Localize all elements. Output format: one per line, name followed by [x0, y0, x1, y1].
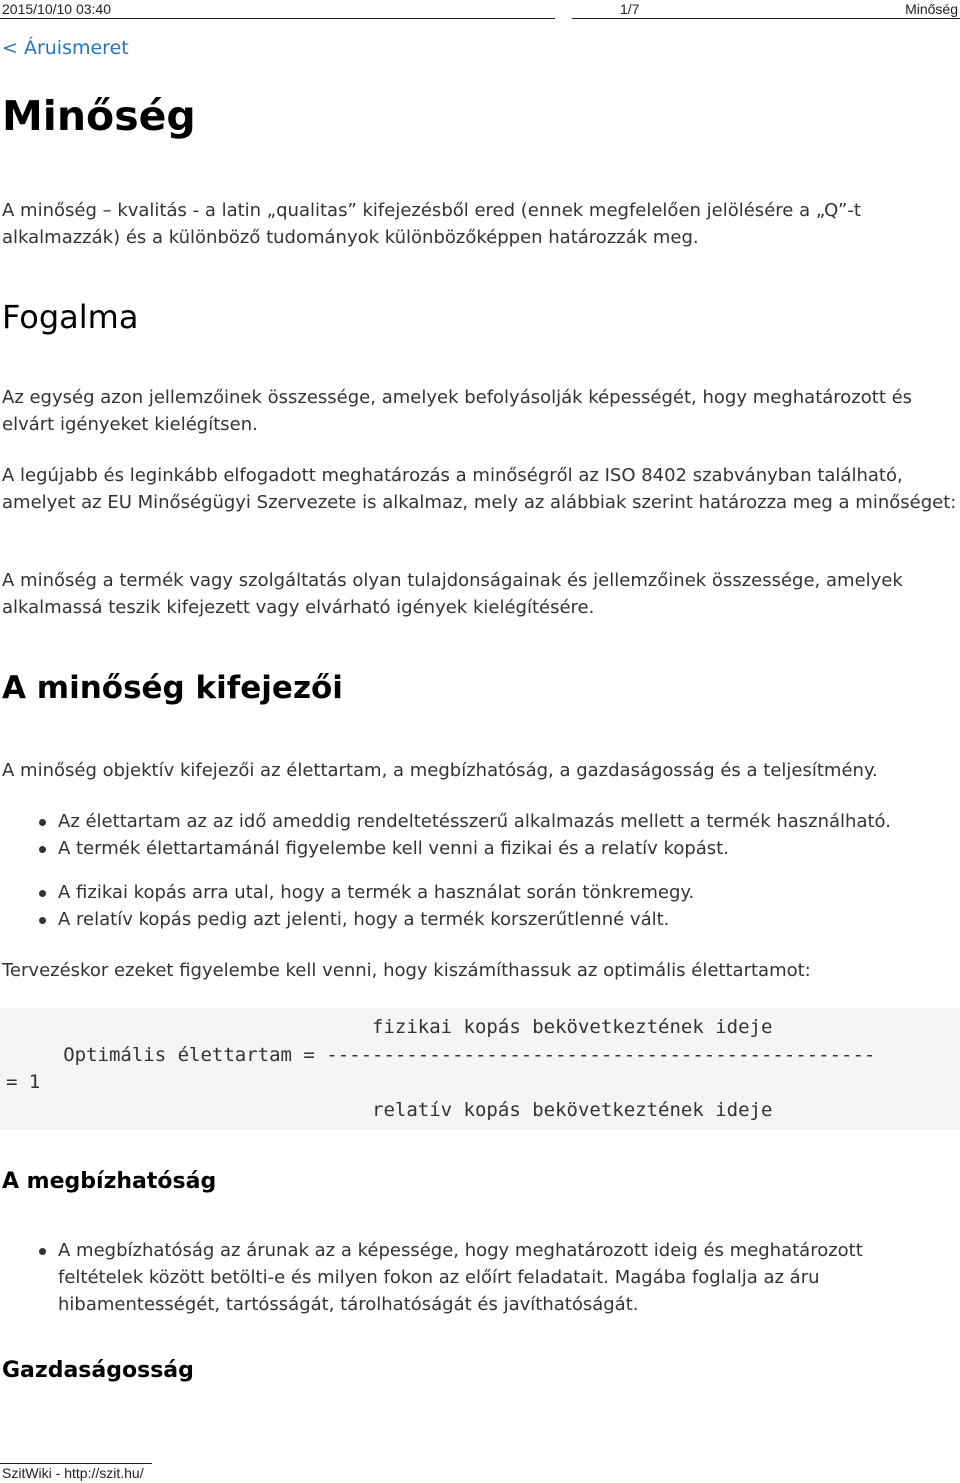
- list-item: A megbízhatóság az árunak az a képessége, hogy meghatározott ideig és meghatározott feltételek között betölti-e és milyen fokon az előírt feladatait. Magába foglalja az áru hibamentességét, tartósságát, tárolhatóságát és javíthatóságát.: [37, 1237, 897, 1318]
- header-doc-title: Minőség: [905, 1, 958, 17]
- list-item: A relatív kopás pedig azt jelenti, hogy a termék korszerűtlenné vált.: [37, 906, 937, 933]
- list-item: A termék élettartamánál figyelembe kell venni a fizikai és a relatív kopást.: [37, 835, 937, 862]
- list-item: Az élettartam az az idő ameddig rendeltetésszerű alkalmazás mellett a termék használható.: [37, 808, 937, 835]
- fogalma-paragraph-2: A legújabb és leginkább elfogadott meghatározás a minőségről az ISO 8402 szabványban található, amelyet az EU Minőségügyi Szervezete is alkalmaz, mely az alábbiak szerint határozza meg a minőséget:: [2, 465, 957, 513]
- header-datetime: 2015/10/10 03:40: [2, 1, 111, 17]
- intro-paragraph: A minőség – kvalitás - a latin „qualitas” kifejezésből ered (ennek megfelelően jelölésére a „Q”-t alkalmazzák) és a különböző tudományok különbözőképpen határozzák meg.: [2, 200, 861, 248]
- footer-text: SzitWiki - http://szit.hu/: [2, 1465, 144, 1481]
- header-rule-left: [0, 18, 555, 19]
- back-link[interactable]: < Áruismeret: [2, 37, 129, 59]
- kifejezoi-paragraph-1: A minőség objektív kifejezői az élettartam, a megbízhatóság, a gazdaságosság és a teljesítmény.: [2, 760, 878, 781]
- header-page-number: 1/7: [620, 1, 640, 17]
- header-rule-right: [572, 18, 960, 19]
- fogalma-paragraph-1: Az egység azon jellemzőinek összessége, amelyek befolyásolják képességét, hogy meghatározott és elvárt igényeket kielégítsen.: [2, 387, 913, 435]
- fogalma-paragraph-3: A minőség a termék vagy szolgáltatás olyan tulajdonságainak és jellemzőinek összessége, amelyek alkalmassá teszik kifejezett vagy elvárható igények kielégítésére.: [2, 570, 903, 618]
- heading-kifejezoi: A minőség kifejezői: [2, 670, 343, 706]
- heading-megbizhatosag: A megbízhatóság: [2, 1169, 217, 1194]
- lifetime-list: [37, 808, 937, 862]
- reliability-list: [37, 1237, 897, 1318]
- list-item: A fizikai kopás arra utal, hogy a termék a használat során tönkremegy.: [37, 879, 937, 906]
- page-footer: [0, 1463, 960, 1483]
- heading-fogalma: Fogalma: [2, 298, 139, 336]
- wear-list: [37, 879, 937, 933]
- heading-gazdasagossag: Gazdaságosság: [2, 1358, 194, 1383]
- page-header: [0, 0, 960, 19]
- page-title: Minőség: [2, 92, 196, 140]
- optimal-lifetime-formula: fizikai kopás bekövetkeztének ideje Optimális élettartam = ------------------------------------------------ = 1 relatív kopás bekövetkeztének ideje: [0, 1008, 960, 1130]
- kifejezoi-paragraph-2: Tervezéskor ezeket figyelembe kell venni, hogy kiszámíthassuk az optimális élettartamot:: [2, 960, 811, 981]
- footer-rule: [0, 1463, 152, 1464]
